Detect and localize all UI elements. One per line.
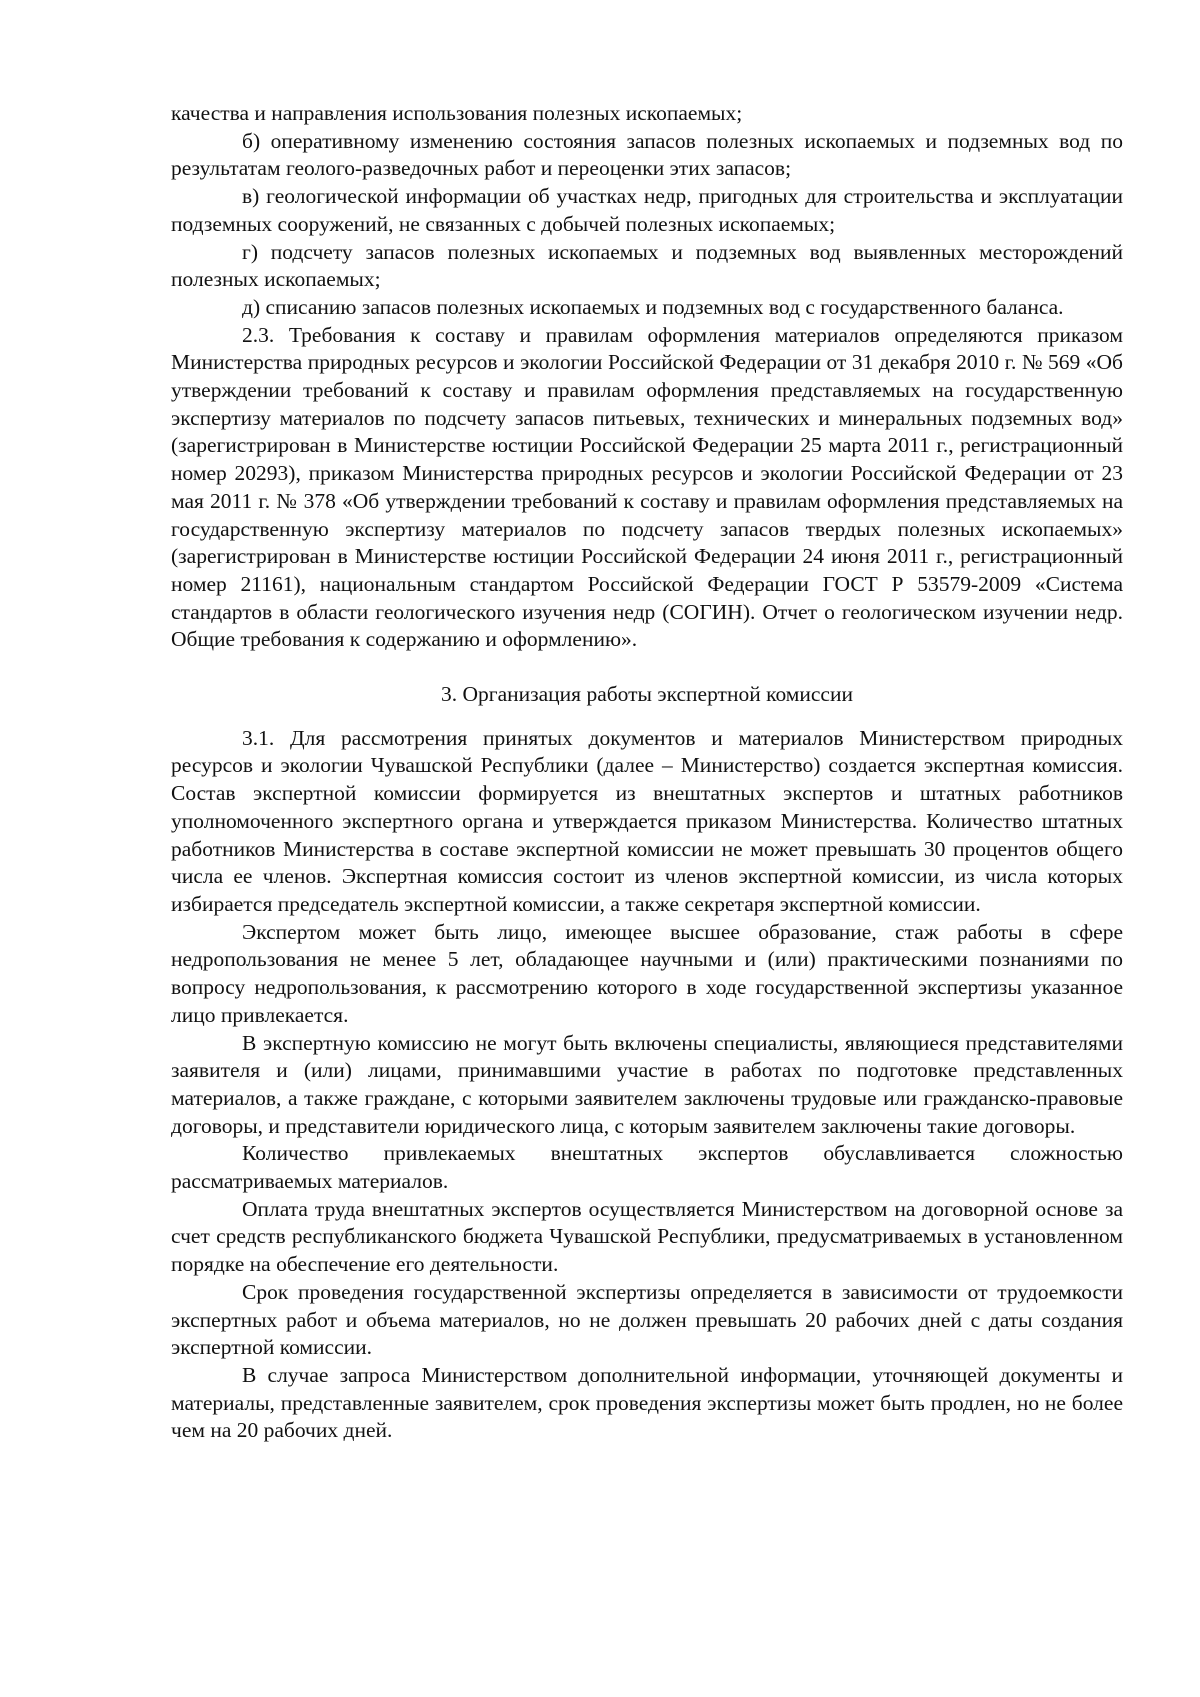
paragraph: В экспертную комиссию не могут быть включены специалисты, являющиеся представителями заявителя и (или) лицами, принимавшими участие в работах по подготовке представленных материалов, а также граждане, с которыми заявителем заключены трудовые или гражданско-правовые договоры, и представители юридического лица, с которым заявителем заключены такие договоры. bbox=[171, 1030, 1123, 1138]
paragraph: б) оперативному изменению состояния запасов полезных ископаемых и подземных вод по результатам геолого-разведочных работ и переоценки этих запасов; bbox=[171, 128, 1123, 181]
section-heading: 3. Организация работы экспертной комиссии bbox=[440, 682, 853, 707]
paragraph: 3.1. Для рассмотрения принятых документов и материалов Министерством природных ресурсов и экологии Чувашской Республики (далее – Министерство) создается экспертная комиссия. Состав экспертной комиссии формируется из внештатных экспертов и штатных работников уполномоченного экспертного органа и утверждается приказом Министерства. Количество штатных работников Министерства в составе экспертной комиссии не может превышать 30 процентов общего числа ее членов. Экспертная комиссия состоит из членов экспертной комиссии, из числа которых избирается председатель экспертной комиссии, а также секретаря экспертной комиссии. bbox=[171, 725, 1123, 916]
paragraph: Экспертом может быть лицо, имеющее высшее образование, стаж работы в сфере недропользования не менее 5 лет, обладающее научными и (или) практическими познаниями по вопросу недропользования, к рассмотрению которого в ходе государственной экспертизы указанное лицо привлекается. bbox=[171, 919, 1123, 1027]
paragraph: качества и направления использования полезных ископаемых; bbox=[171, 101, 743, 125]
paragraph: Срок проведения государственной экспертизы определяется в зависимости от трудоемкости экспертных работ и объема материалов, но не должен превышать 20 рабочих дней с даты создания экспертной комиссии. bbox=[171, 1279, 1123, 1360]
paragraph: 2.3. Требования к составу и правилам оформления материалов определяются приказом Министерства природных ресурсов и экологии Российской Федерации от 31 декабря 2010 г. № 569 «Об утверждении требований к составу и правилам оформления представляемых на государственную экспертизу материалов по подсчету запасов питьевых, технических и минеральных подземных вод» (зарегистрирован в Министерстве юстиции Российской Федерации 25 марта 2011 г., регистрационный номер 20293), приказом Министерства природных ресурсов и экологии Российской Федерации от 23 мая 2011 г. № 378 «Об утверждении требований к составу и правилам оформления представляемых на государственную экспертизу материалов по подсчету запасов твердых полезных ископаемых» (зарегистрирован в Министерстве юстиции Российской Федерации 24 июня 2011 г., регистрационный номер 21161), национальным стандартом Российской Федерации ГОСТ Р 53579-2009 «Система стандартов в области геологического изучения недр (СОГИН). Отчет о геологическом изучении недр. Общие требования к содержанию и оформлению». bbox=[171, 322, 1123, 652]
paragraph: Оплата труда внештатных экспертов осуществляется Министерством на договорной основе за счет средств республиканского бюджета Чувашской Республики, предусматриваемых в установленном порядке на обеспечение его деятельности. bbox=[171, 1196, 1123, 1277]
paragraph: В случае запроса Министерством дополнительной информации, уточняющей документы и материалы, представленные заявителем, срок проведения экспертизы может быть продлен, но не более чем на 20 рабочих дней. bbox=[171, 1362, 1123, 1443]
paragraph: г) подсчету запасов полезных ископаемых и подземных вод выявленных месторождений полезных ископаемых; bbox=[171, 239, 1123, 292]
paragraphs-before-section bbox=[171, 100, 1123, 654]
paragraph: д) списанию запасов полезных ископаемых и подземных вод с государственного баланса. bbox=[242, 294, 1064, 319]
paragraph: Количество привлекаемых внештатных экспертов обуславливается сложностью рассматриваемых материалов. bbox=[171, 1141, 1123, 1194]
paragraph: в) геологической информации об участках недр, пригодных для строительства и эксплуатации подземных сооружений, не связанных с добычей полезных ископаемых; bbox=[171, 184, 1123, 236]
paragraphs-after-section bbox=[171, 725, 1123, 1445]
